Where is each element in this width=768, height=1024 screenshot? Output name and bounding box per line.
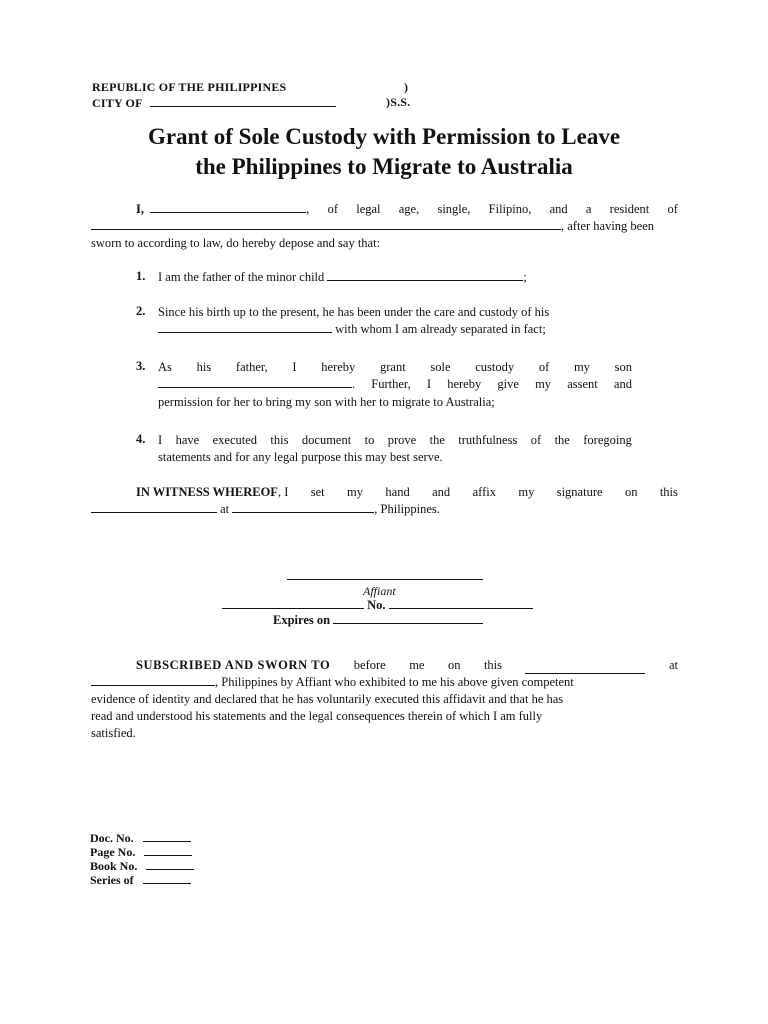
header-paren: ) — [404, 80, 409, 94]
header-city-label: CITY OF — [92, 96, 143, 110]
doc-no-label: Doc. No. — [90, 831, 134, 845]
series-blank — [143, 872, 191, 884]
document-title — [60, 122, 708, 182]
intro-word: Filipino, — [488, 202, 532, 216]
witness-end: , Philippines. — [374, 502, 440, 516]
intro-word: single, — [437, 202, 471, 216]
item-4-word: have — [175, 433, 200, 447]
id-no-label: No. — [367, 598, 386, 612]
witness-line-1 — [136, 484, 678, 501]
intro-line-3: sworn to according to law, do hereby depose and say that: — [91, 236, 381, 250]
jurat-line-2-text: , Philippines by Affiant who exhibited to me his above given competent — [215, 675, 574, 689]
item-3-word: hereby — [321, 360, 356, 374]
intro-word: legal — [356, 202, 381, 216]
item-2-number: 2. — [136, 304, 146, 318]
witness-word: and — [432, 485, 451, 499]
item-3-word: hereby — [447, 377, 482, 391]
jurat-word: this — [483, 658, 502, 672]
item-3-line-1 — [158, 359, 632, 376]
item-3-number: 3. — [136, 359, 146, 373]
witness-word: , I — [277, 485, 289, 499]
item-3-word: Further, — [371, 377, 411, 391]
intro-word: resident — [609, 202, 650, 216]
item-4-word: document — [301, 433, 352, 447]
jurat-date-blank — [525, 662, 645, 674]
witness-bold: IN WITNESS WHEREOF — [136, 485, 278, 499]
id-number-blank — [389, 597, 533, 609]
item-3-word: I — [426, 377, 432, 391]
witness-word: set — [310, 485, 325, 499]
residence-blank — [91, 218, 561, 230]
item-4-word: this — [270, 433, 289, 447]
mother-name-blank — [158, 321, 332, 333]
intro-line-2-end: , after having been — [561, 219, 655, 233]
item-4-word: truthfulness — [458, 433, 518, 447]
expires-label: Expires on — [273, 613, 331, 627]
doc-no-blank — [143, 830, 191, 842]
page-no-blank — [144, 844, 192, 856]
witness-word: on — [624, 485, 638, 499]
item-2-line-2 — [158, 321, 546, 338]
witness-line-2 — [91, 501, 440, 518]
witness-word: signature — [556, 485, 603, 499]
series-label: Series of — [90, 873, 134, 887]
item-1-text-a: I am the father of the minor child — [158, 270, 325, 284]
item-4-word: foregoing — [583, 433, 632, 447]
item-4-word: the — [554, 433, 570, 447]
item-3-word: I — [292, 360, 297, 374]
series-line — [90, 872, 191, 888]
intro-line-2 — [91, 218, 654, 235]
jurat-line-3: evidence of identity and declared that he has voluntarily executed this affidavit and that he has — [91, 692, 564, 706]
jurat-word: me — [409, 658, 425, 672]
intro-word: age, — [398, 202, 420, 216]
item-3-word: assent — [567, 377, 598, 391]
intro-word: of — [327, 202, 339, 216]
item-3-word: and — [613, 377, 632, 391]
witness-place-blank — [232, 501, 374, 513]
item-4-word: executed — [212, 433, 258, 447]
item-3-period: . — [352, 377, 356, 391]
jurat-word: on — [447, 658, 461, 672]
intro-name-group — [136, 201, 309, 218]
item-2-line-1: Since his birth up to the present, he has been under the care and custody of his — [158, 305, 550, 319]
header-republic: REPUBLIC OF THE PHILIPPINES — [92, 80, 287, 94]
jurat-place-blank — [91, 674, 215, 686]
item-4-line-2: statements and for any legal purpose this may best serve. — [158, 450, 443, 464]
item-4-word: prove — [387, 433, 417, 447]
mother-name-blank-2 — [158, 376, 352, 388]
witness-date-blank — [91, 501, 217, 513]
item-3-word: As — [158, 360, 172, 374]
item-2-line-2-text: with whom I am already separated in fact; — [335, 322, 546, 336]
item-1-number: 1. — [136, 269, 146, 283]
witness-lead — [136, 484, 288, 501]
item-4-word: to — [364, 433, 375, 447]
jurat-line-4: read and understood his statements and the legal consequences therein of which I am fully — [91, 709, 543, 723]
jurat-line-5: satisfied. — [91, 726, 136, 740]
book-no-label: Book No. — [90, 859, 138, 873]
book-no-blank — [146, 858, 194, 870]
item-4-number: 4. — [136, 432, 146, 446]
city-blank — [150, 95, 336, 107]
intro-i: I, — [136, 202, 144, 216]
affiant-name-blank — [150, 201, 306, 213]
item-3-word: custody — [475, 360, 515, 374]
witness-word: affix — [472, 485, 496, 499]
expires-line — [273, 612, 483, 629]
intro-line-1 — [136, 201, 678, 218]
affiant-label: Affiant — [363, 584, 396, 598]
witness-word: this — [659, 485, 678, 499]
item-3-line-3: permission for her to bring my son with her to migrate to Australia; — [158, 395, 495, 409]
item-4-word: of — [530, 433, 542, 447]
jurat-line-2 — [91, 674, 574, 691]
id-type-blank — [222, 597, 364, 609]
witness-word: my — [347, 485, 364, 499]
intro-word: a — [585, 202, 592, 216]
jurat-at: at — [668, 658, 678, 672]
item-3-blank-group — [158, 376, 355, 393]
intro-word: of — [667, 202, 678, 216]
title-line-1: Grant of Sole Custody with Permission to Leave — [147, 124, 621, 149]
item-3-word: of — [538, 360, 550, 374]
child-name-blank — [327, 269, 523, 281]
item-3-word: father, — [235, 360, 268, 374]
jurat-word: before — [353, 658, 386, 672]
item-4-word: I — [158, 433, 163, 447]
witness-at: at — [220, 502, 230, 516]
intro-comma: , — [306, 202, 310, 216]
item-4-line-1 — [158, 432, 632, 449]
jurat-bold: SUBSCRIBED AND SWORN TO — [136, 658, 331, 672]
header-city-line — [92, 95, 336, 111]
item-3-word: give — [497, 377, 519, 391]
item-3-word: his — [196, 360, 212, 374]
item-3-word: my — [535, 377, 552, 391]
affiant-signature-line — [287, 579, 483, 580]
page-no-label: Page No. — [90, 845, 136, 859]
item-3-word: grant — [379, 360, 406, 374]
item-3-line-2 — [158, 376, 632, 393]
intro-word: and — [549, 202, 568, 216]
item-1-text — [158, 269, 527, 286]
item-3-word: my — [573, 360, 590, 374]
expiry-blank — [333, 612, 483, 624]
jurat-line-1 — [136, 657, 678, 674]
header-ss: )S.S. — [386, 95, 411, 109]
item-3-word: sole — [430, 360, 451, 374]
witness-word: my — [518, 485, 535, 499]
title-line-2: the Philippines to Migrate to Australia — [195, 154, 573, 179]
witness-word: hand — [385, 485, 410, 499]
item-1-text-b: ; — [523, 270, 527, 284]
item-3-word: son — [614, 360, 632, 374]
item-4-word: the — [429, 433, 445, 447]
